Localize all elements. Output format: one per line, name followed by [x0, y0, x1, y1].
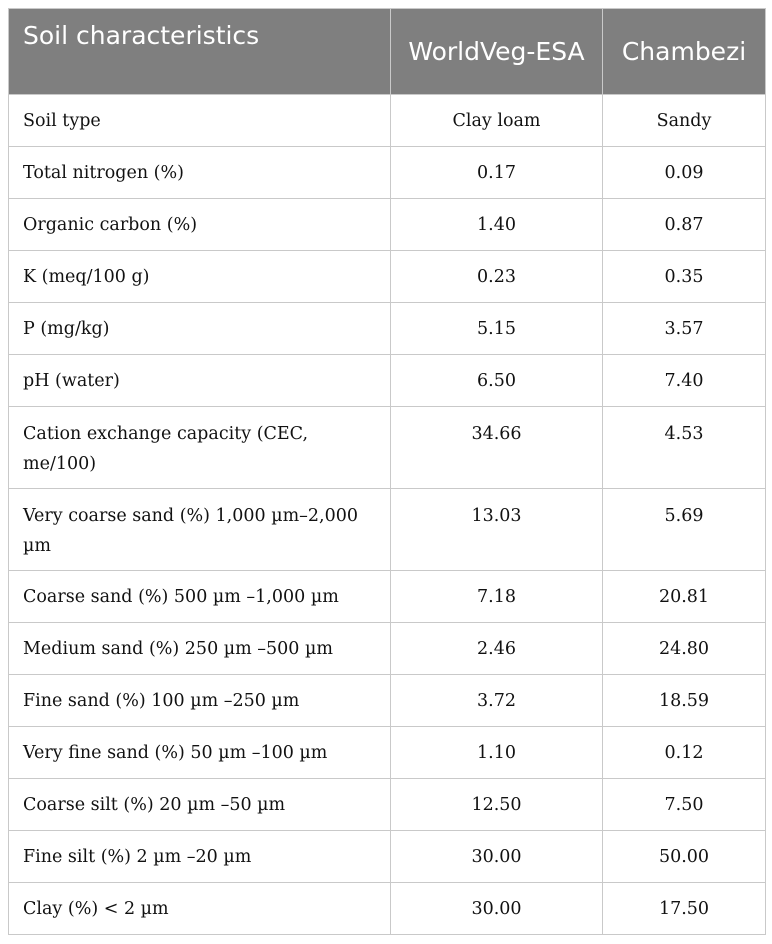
worldveg-esa-value: Clay loam: [391, 95, 603, 147]
header-worldveg-esa: WorldVeg-ESA: [391, 9, 603, 95]
chambezi-value: 7.40: [603, 355, 766, 407]
row-label: Very coarse sand (%) 1,000 µm–2,000 µm: [9, 489, 391, 571]
table-body: [9, 95, 766, 935]
worldveg-esa-value: 0.17: [391, 147, 603, 199]
table-row: [9, 95, 766, 147]
table-row: [9, 355, 766, 407]
chambezi-value: 3.57: [603, 303, 766, 355]
row-label: Organic carbon (%): [9, 199, 391, 251]
table-row: [9, 407, 766, 489]
worldveg-esa-value: 30.00: [391, 831, 603, 883]
table-row: [9, 489, 766, 571]
soil-characteristics-table: [8, 8, 766, 935]
row-label: Clay (%) < 2 µm: [9, 883, 391, 935]
header-row: [9, 9, 766, 95]
worldveg-esa-value: 0.23: [391, 251, 603, 303]
chambezi-value: 0.87: [603, 199, 766, 251]
chambezi-value: 17.50: [603, 883, 766, 935]
row-label: Fine sand (%) 100 µm –250 µm: [9, 675, 391, 727]
chambezi-value: 0.35: [603, 251, 766, 303]
table-row: [9, 779, 766, 831]
chambezi-value: 0.12: [603, 727, 766, 779]
table-row: [9, 251, 766, 303]
table-header: [9, 9, 766, 95]
row-label: Coarse silt (%) 20 µm –50 µm: [9, 779, 391, 831]
worldveg-esa-value: 3.72: [391, 675, 603, 727]
chambezi-value: 20.81: [603, 571, 766, 623]
row-label: Fine silt (%) 2 µm –20 µm: [9, 831, 391, 883]
chambezi-value: 24.80: [603, 623, 766, 675]
row-label: Very fine sand (%) 50 µm –100 µm: [9, 727, 391, 779]
row-label: Soil type: [9, 95, 391, 147]
worldveg-esa-value: 34.66: [391, 407, 603, 489]
chambezi-value: 7.50: [603, 779, 766, 831]
table-row: [9, 831, 766, 883]
worldveg-esa-value: 1.40: [391, 199, 603, 251]
table-row: [9, 623, 766, 675]
table-row: [9, 883, 766, 935]
table-row: [9, 727, 766, 779]
worldveg-esa-value: 13.03: [391, 489, 603, 571]
row-label: Total nitrogen (%): [9, 147, 391, 199]
worldveg-esa-value: 30.00: [391, 883, 603, 935]
chambezi-value: 5.69: [603, 489, 766, 571]
row-label: K (meq/100 g): [9, 251, 391, 303]
row-label: Cation exchange capacity (CEC, me/100): [9, 407, 391, 489]
row-label: pH (water): [9, 355, 391, 407]
table-row: [9, 199, 766, 251]
row-label: Medium sand (%) 250 µm –500 µm: [9, 623, 391, 675]
chambezi-value: 0.09: [603, 147, 766, 199]
chambezi-value: Sandy: [603, 95, 766, 147]
worldveg-esa-value: 6.50: [391, 355, 603, 407]
chambezi-value: 50.00: [603, 831, 766, 883]
chambezi-value: 18.59: [603, 675, 766, 727]
table-row: [9, 303, 766, 355]
chambezi-value: 4.53: [603, 407, 766, 489]
worldveg-esa-value: 5.15: [391, 303, 603, 355]
worldveg-esa-value: 12.50: [391, 779, 603, 831]
header-soil-characteristics: Soil characteristics: [9, 9, 391, 95]
row-label: P (mg/kg): [9, 303, 391, 355]
table-row: [9, 675, 766, 727]
table-row: [9, 571, 766, 623]
row-label: Coarse sand (%) 500 µm –1,000 µm: [9, 571, 391, 623]
worldveg-esa-value: 7.18: [391, 571, 603, 623]
worldveg-esa-value: 1.10: [391, 727, 603, 779]
worldveg-esa-value: 2.46: [391, 623, 603, 675]
table-row: [9, 147, 766, 199]
header-chambezi: Chambezi: [603, 9, 766, 95]
